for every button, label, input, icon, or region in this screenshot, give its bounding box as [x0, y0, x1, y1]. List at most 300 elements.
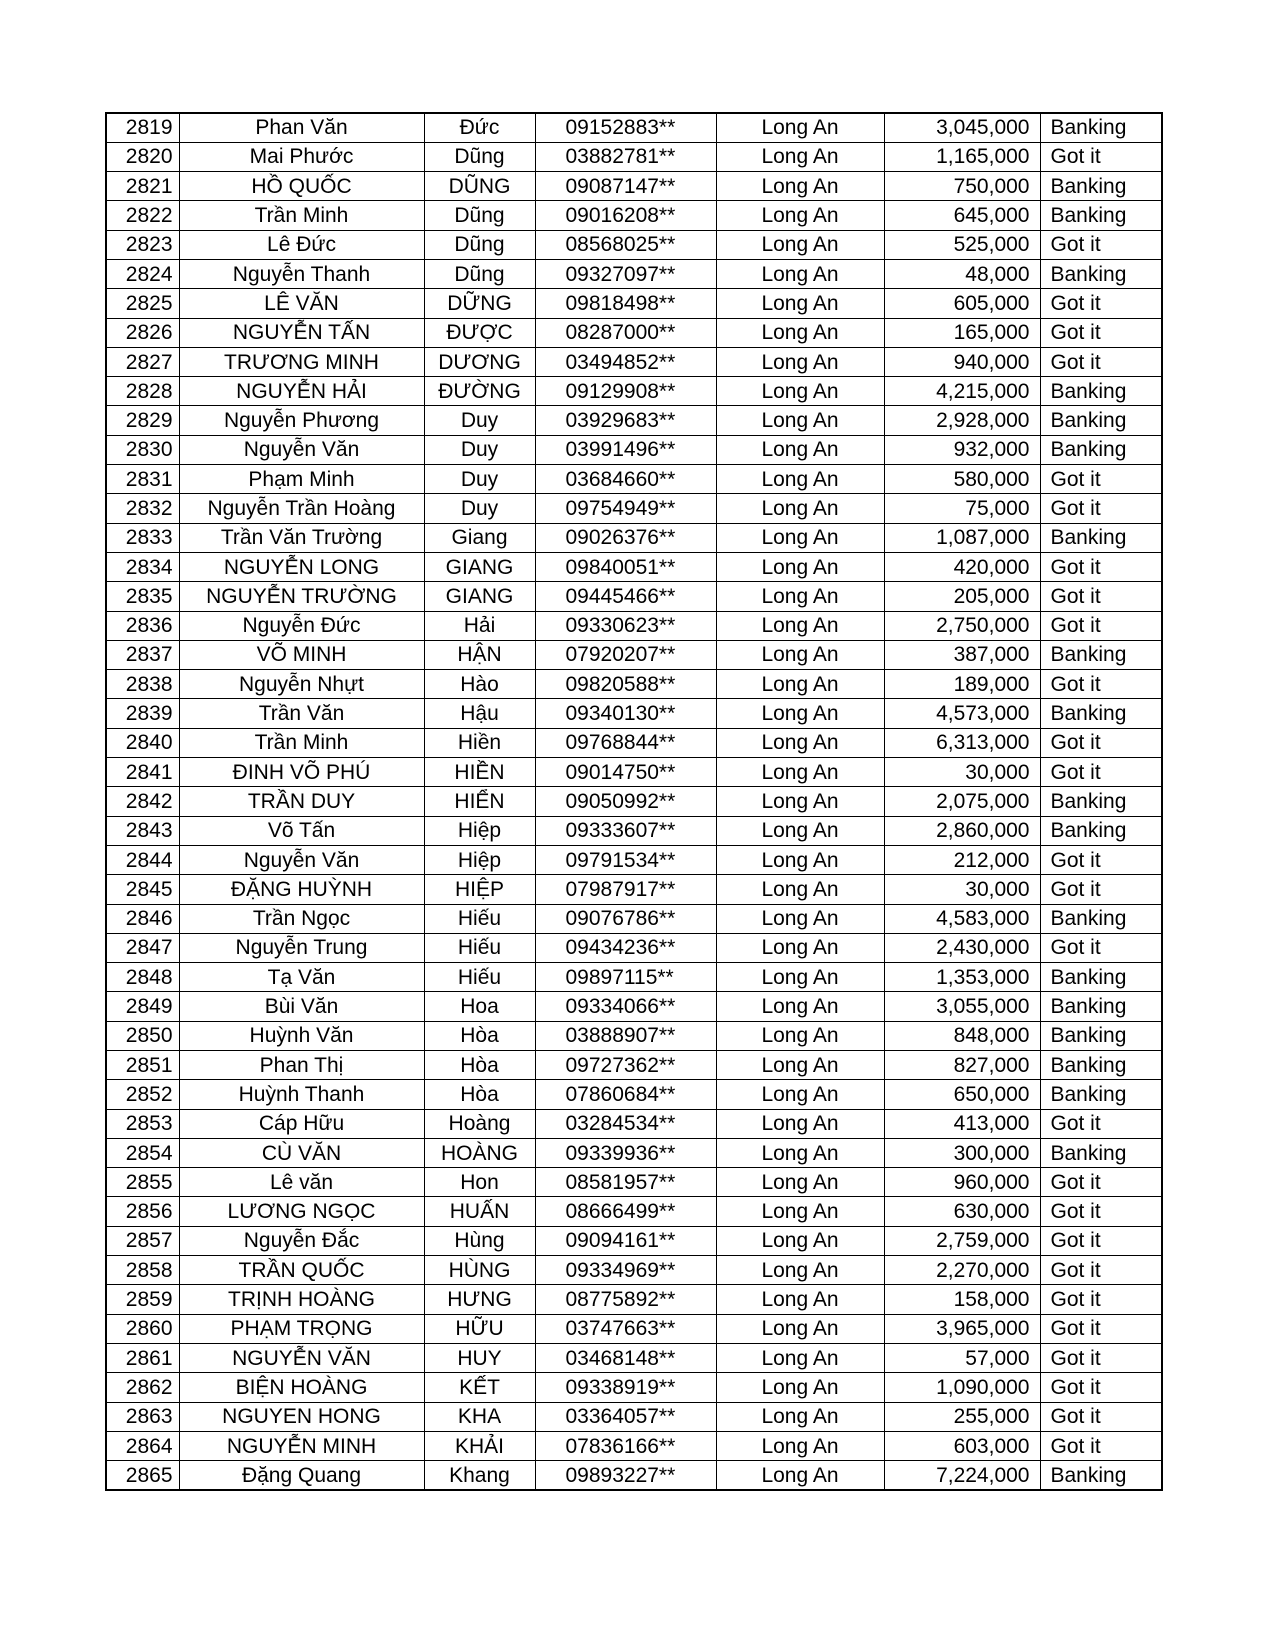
amount-cell: 2,270,000 [884, 1256, 1040, 1285]
table-row [106, 113, 1162, 142]
phone-number-cell: 08581957** [535, 1168, 716, 1197]
last-name-cell: LƯƠNG NGỌC [179, 1197, 424, 1226]
province-cell: Long An [716, 963, 884, 992]
province-cell: Long An [716, 1138, 884, 1167]
amount-cell: 75,000 [884, 494, 1040, 523]
phone-number-cell: 09334066** [535, 992, 716, 1021]
row-number-cell: 2840 [106, 728, 179, 757]
province-cell: Long An [716, 289, 884, 318]
payment-status-cell: Banking [1040, 523, 1162, 552]
amount-cell: 2,430,000 [884, 933, 1040, 962]
first-name-cell: Hòa [424, 1051, 535, 1080]
amount-cell: 4,583,000 [884, 904, 1040, 933]
table-row [106, 816, 1162, 845]
first-name-cell: Hòa [424, 1021, 535, 1050]
phone-number-cell: 03364057** [535, 1402, 716, 1431]
first-name-cell: HIỆP [424, 875, 535, 904]
table-row [106, 1109, 1162, 1138]
first-name-cell: HẬN [424, 640, 535, 669]
payment-status-cell: Banking [1040, 1461, 1162, 1490]
amount-cell: 387,000 [884, 640, 1040, 669]
table-row [106, 728, 1162, 757]
first-name-cell: KHA [424, 1402, 535, 1431]
amount-cell: 1,090,000 [884, 1373, 1040, 1402]
province-cell: Long An [716, 172, 884, 201]
table-row [106, 1373, 1162, 1402]
payment-status-cell: Banking [1040, 435, 1162, 464]
row-number-cell: 2820 [106, 142, 179, 171]
phone-number-cell: 03494852** [535, 347, 716, 376]
payment-status-cell: Got it [1040, 1256, 1162, 1285]
payment-status-cell: Banking [1040, 963, 1162, 992]
payment-status-cell: Got it [1040, 670, 1162, 699]
row-number-cell: 2843 [106, 816, 179, 845]
row-number-cell: 2848 [106, 963, 179, 992]
row-number-cell: 2833 [106, 523, 179, 552]
payment-status-cell: Got it [1040, 1168, 1162, 1197]
amount-cell: 940,000 [884, 347, 1040, 376]
province-cell: Long An [716, 113, 884, 142]
phone-number-cell: 03684660** [535, 465, 716, 494]
row-number-cell: 2842 [106, 787, 179, 816]
payment-status-cell: Got it [1040, 1402, 1162, 1431]
row-number-cell: 2844 [106, 845, 179, 874]
province-cell: Long An [716, 1256, 884, 1285]
last-name-cell: Lê văn [179, 1168, 424, 1197]
row-number-cell: 2845 [106, 875, 179, 904]
payment-status-cell: Got it [1040, 494, 1162, 523]
amount-cell: 3,055,000 [884, 992, 1040, 1021]
payment-status-cell: Got it [1040, 611, 1162, 640]
amount-cell: 605,000 [884, 289, 1040, 318]
province-cell: Long An [716, 875, 884, 904]
first-name-cell: DỮNG [424, 289, 535, 318]
row-number-cell: 2865 [106, 1461, 179, 1490]
phone-number-cell: 09333607** [535, 816, 716, 845]
province-cell: Long An [716, 523, 884, 552]
phone-number-cell: 07987917** [535, 875, 716, 904]
table-row [106, 1343, 1162, 1372]
first-name-cell: HỮU [424, 1314, 535, 1343]
last-name-cell: Nguyễn Văn [179, 435, 424, 464]
phone-number-cell: 09893227** [535, 1461, 716, 1490]
payment-status-cell: Got it [1040, 1197, 1162, 1226]
row-number-cell: 2830 [106, 435, 179, 464]
province-cell: Long An [716, 728, 884, 757]
table-row [106, 435, 1162, 464]
table-row [106, 201, 1162, 230]
first-name-cell: Hào [424, 670, 535, 699]
row-number-cell: 2856 [106, 1197, 179, 1226]
phone-number-cell: 09818498** [535, 289, 716, 318]
amount-cell: 420,000 [884, 552, 1040, 581]
last-name-cell: NGUYỄN LONG [179, 552, 424, 581]
phone-number-cell: 07920207** [535, 640, 716, 669]
table-row [106, 230, 1162, 259]
payment-status-cell: Banking [1040, 640, 1162, 669]
phone-number-cell: 09327097** [535, 259, 716, 288]
table-row [106, 963, 1162, 992]
row-number-cell: 2829 [106, 406, 179, 435]
phone-number-cell: 08287000** [535, 318, 716, 347]
amount-cell: 212,000 [884, 845, 1040, 874]
last-name-cell: Nguyễn Văn [179, 845, 424, 874]
last-name-cell: Trần Ngọc [179, 904, 424, 933]
province-cell: Long An [716, 142, 884, 171]
province-cell: Long An [716, 1168, 884, 1197]
row-number-cell: 2825 [106, 289, 179, 318]
province-cell: Long An [716, 465, 884, 494]
last-name-cell: Mai Phước [179, 142, 424, 171]
phone-number-cell: 09754949** [535, 494, 716, 523]
payment-status-cell: Got it [1040, 318, 1162, 347]
province-cell: Long An [716, 1343, 884, 1372]
row-number-cell: 2838 [106, 670, 179, 699]
province-cell: Long An [716, 230, 884, 259]
table-row [106, 1138, 1162, 1167]
row-number-cell: 2854 [106, 1138, 179, 1167]
table-row [106, 1285, 1162, 1314]
amount-cell: 580,000 [884, 465, 1040, 494]
amount-cell: 750,000 [884, 172, 1040, 201]
first-name-cell: Hiệp [424, 845, 535, 874]
first-name-cell: Dũng [424, 259, 535, 288]
row-number-cell: 2821 [106, 172, 179, 201]
last-name-cell: Nguyễn Nhựt [179, 670, 424, 699]
phone-number-cell: 08775892** [535, 1285, 716, 1314]
payment-status-cell: Banking [1040, 259, 1162, 288]
amount-cell: 3,965,000 [884, 1314, 1040, 1343]
last-name-cell: Võ Tấn [179, 816, 424, 845]
payment-status-cell: Got it [1040, 845, 1162, 874]
first-name-cell: Hoa [424, 992, 535, 1021]
province-cell: Long An [716, 1373, 884, 1402]
last-name-cell: LÊ VĂN [179, 289, 424, 318]
table-row [106, 1051, 1162, 1080]
province-cell: Long An [716, 904, 884, 933]
table-row [106, 699, 1162, 728]
payment-status-cell: Banking [1040, 377, 1162, 406]
amount-cell: 48,000 [884, 259, 1040, 288]
payment-status-cell: Got it [1040, 1285, 1162, 1314]
phone-number-cell: 08666499** [535, 1197, 716, 1226]
table-row [106, 1256, 1162, 1285]
payment-status-cell: Banking [1040, 1021, 1162, 1050]
first-name-cell: Duy [424, 465, 535, 494]
payment-status-cell: Got it [1040, 1343, 1162, 1372]
province-cell: Long An [716, 933, 884, 962]
phone-number-cell: 09768844** [535, 728, 716, 757]
table-row [106, 465, 1162, 494]
phone-number-cell: 09087147** [535, 172, 716, 201]
table-row [106, 611, 1162, 640]
amount-cell: 2,860,000 [884, 816, 1040, 845]
province-cell: Long An [716, 611, 884, 640]
first-name-cell: Duy [424, 494, 535, 523]
table-row [106, 1168, 1162, 1197]
last-name-cell: NGUYỄN MINH [179, 1431, 424, 1460]
row-number-cell: 2855 [106, 1168, 179, 1197]
phone-number-cell: 09330623** [535, 611, 716, 640]
amount-cell: 1,353,000 [884, 963, 1040, 992]
row-number-cell: 2853 [106, 1109, 179, 1138]
first-name-cell: Duy [424, 435, 535, 464]
last-name-cell: NGUYEN HONG [179, 1402, 424, 1431]
payment-status-cell: Banking [1040, 172, 1162, 201]
first-name-cell: DŨNG [424, 172, 535, 201]
province-cell: Long An [716, 787, 884, 816]
last-name-cell: Nguyễn Trung [179, 933, 424, 962]
row-number-cell: 2860 [106, 1314, 179, 1343]
table-row [106, 1314, 1162, 1343]
last-name-cell: Tạ Văn [179, 963, 424, 992]
payment-status-cell: Got it [1040, 289, 1162, 318]
amount-cell: 4,215,000 [884, 377, 1040, 406]
row-number-cell: 2858 [106, 1256, 179, 1285]
phone-number-cell: 07836166** [535, 1431, 716, 1460]
table-row [106, 1080, 1162, 1109]
last-name-cell: Trần Minh [179, 201, 424, 230]
province-cell: Long An [716, 494, 884, 523]
province-cell: Long An [716, 758, 884, 787]
payment-status-cell: Got it [1040, 1431, 1162, 1460]
first-name-cell: Hiệp [424, 816, 535, 845]
first-name-cell: HUY [424, 1343, 535, 1372]
payment-status-cell: Banking [1040, 113, 1162, 142]
province-cell: Long An [716, 435, 884, 464]
last-name-cell: Đặng Quang [179, 1461, 424, 1490]
last-name-cell: ĐINH VÕ PHÚ [179, 758, 424, 787]
phone-number-cell: 07860684** [535, 1080, 716, 1109]
province-cell: Long An [716, 845, 884, 874]
table-row [106, 494, 1162, 523]
province-cell: Long An [716, 1402, 884, 1431]
phone-number-cell: 09050992** [535, 787, 716, 816]
payment-status-cell: Got it [1040, 347, 1162, 376]
payment-status-cell: Banking [1040, 201, 1162, 230]
payment-status-cell: Got it [1040, 552, 1162, 581]
table-row [106, 1461, 1162, 1490]
last-name-cell: HỒ QUỐC [179, 172, 424, 201]
table-row [106, 670, 1162, 699]
amount-cell: 1,165,000 [884, 142, 1040, 171]
row-number-cell: 2849 [106, 992, 179, 1021]
row-number-cell: 2828 [106, 377, 179, 406]
first-name-cell: HOÀNG [424, 1138, 535, 1167]
last-name-cell: Trần Minh [179, 728, 424, 757]
amount-cell: 827,000 [884, 1051, 1040, 1080]
last-name-cell: Nguyễn Đắc [179, 1226, 424, 1255]
amount-cell: 3,045,000 [884, 113, 1040, 142]
province-cell: Long An [716, 582, 884, 611]
payment-status-cell: Banking [1040, 904, 1162, 933]
province-cell: Long An [716, 1051, 884, 1080]
table-row [106, 758, 1162, 787]
phone-number-cell: 09152883** [535, 113, 716, 142]
province-cell: Long An [716, 1109, 884, 1138]
payment-status-cell: Got it [1040, 1109, 1162, 1138]
table-row [106, 318, 1162, 347]
payment-status-cell: Got it [1040, 142, 1162, 171]
province-cell: Long An [716, 1021, 884, 1050]
phone-number-cell: 08568025** [535, 230, 716, 259]
row-number-cell: 2819 [106, 113, 179, 142]
first-name-cell: Hoàng [424, 1109, 535, 1138]
first-name-cell: Hải [424, 611, 535, 640]
province-cell: Long An [716, 640, 884, 669]
amount-cell: 2,750,000 [884, 611, 1040, 640]
table-row [106, 1021, 1162, 1050]
last-name-cell: BIỆN HOÀNG [179, 1373, 424, 1402]
province-cell: Long An [716, 1461, 884, 1490]
amount-cell: 30,000 [884, 875, 1040, 904]
amount-cell: 57,000 [884, 1343, 1040, 1372]
payment-status-cell: Got it [1040, 230, 1162, 259]
phone-number-cell: 09445466** [535, 582, 716, 611]
province-cell: Long An [716, 816, 884, 845]
row-number-cell: 2861 [106, 1343, 179, 1372]
phone-number-cell: 03284534** [535, 1109, 716, 1138]
row-number-cell: 2862 [106, 1373, 179, 1402]
table-row [106, 259, 1162, 288]
province-cell: Long An [716, 318, 884, 347]
first-name-cell: Đức [424, 113, 535, 142]
province-cell: Long An [716, 347, 884, 376]
table-body [106, 113, 1162, 1490]
amount-cell: 30,000 [884, 758, 1040, 787]
amount-cell: 205,000 [884, 582, 1040, 611]
row-number-cell: 2824 [106, 259, 179, 288]
first-name-cell: Hòa [424, 1080, 535, 1109]
phone-number-cell: 09840051** [535, 552, 716, 581]
last-name-cell: TRẦN DUY [179, 787, 424, 816]
province-cell: Long An [716, 201, 884, 230]
table-row [106, 523, 1162, 552]
phone-number-cell: 09334969** [535, 1256, 716, 1285]
province-cell: Long An [716, 1080, 884, 1109]
first-name-cell: HÙNG [424, 1256, 535, 1285]
table-row [106, 640, 1162, 669]
first-name-cell: HIỂN [424, 787, 535, 816]
table-row [106, 992, 1162, 1021]
province-cell: Long An [716, 406, 884, 435]
phone-number-cell: 03929683** [535, 406, 716, 435]
province-cell: Long An [716, 992, 884, 1021]
phone-number-cell: 03468148** [535, 1343, 716, 1372]
first-name-cell: GIANG [424, 552, 535, 581]
payment-status-cell: Got it [1040, 933, 1162, 962]
phone-number-cell: 09338919** [535, 1373, 716, 1402]
payment-status-cell: Got it [1040, 728, 1162, 757]
last-name-cell: TRỊNH HOÀNG [179, 1285, 424, 1314]
payment-status-cell: Got it [1040, 875, 1162, 904]
phone-number-cell: 03882781** [535, 142, 716, 171]
first-name-cell: Duy [424, 406, 535, 435]
province-cell: Long An [716, 1314, 884, 1343]
amount-cell: 6,313,000 [884, 728, 1040, 757]
row-number-cell: 2850 [106, 1021, 179, 1050]
phone-number-cell: 09016208** [535, 201, 716, 230]
row-number-cell: 2826 [106, 318, 179, 347]
table-row [106, 406, 1162, 435]
amount-cell: 2,759,000 [884, 1226, 1040, 1255]
row-number-cell: 2831 [106, 465, 179, 494]
first-name-cell: Hiền [424, 728, 535, 757]
first-name-cell: GIANG [424, 582, 535, 611]
first-name-cell: ĐƯỢC [424, 318, 535, 347]
amount-cell: 848,000 [884, 1021, 1040, 1050]
table-row [106, 172, 1162, 201]
phone-number-cell: 09434236** [535, 933, 716, 962]
row-number-cell: 2834 [106, 552, 179, 581]
phone-number-cell: 09014750** [535, 758, 716, 787]
phone-number-cell: 09820588** [535, 670, 716, 699]
amount-cell: 2,075,000 [884, 787, 1040, 816]
last-name-cell: Nguyễn Trần Hoàng [179, 494, 424, 523]
table-row [106, 875, 1162, 904]
last-name-cell: NGUYỄN TẤN [179, 318, 424, 347]
table-row [106, 289, 1162, 318]
table-row [106, 1431, 1162, 1460]
row-number-cell: 2832 [106, 494, 179, 523]
last-name-cell: Lê Đức [179, 230, 424, 259]
first-name-cell: Dũng [424, 201, 535, 230]
amount-cell: 650,000 [884, 1080, 1040, 1109]
payment-status-cell: Banking [1040, 1051, 1162, 1080]
payment-status-cell: Got it [1040, 1314, 1162, 1343]
province-cell: Long An [716, 1226, 884, 1255]
first-name-cell: HUẤN [424, 1197, 535, 1226]
phone-number-cell: 03991496** [535, 435, 716, 464]
phone-number-cell: 09897115** [535, 963, 716, 992]
phone-number-cell: 09340130** [535, 699, 716, 728]
row-number-cell: 2836 [106, 611, 179, 640]
amount-cell: 158,000 [884, 1285, 1040, 1314]
row-number-cell: 2847 [106, 933, 179, 962]
amount-cell: 603,000 [884, 1431, 1040, 1460]
table-row [106, 347, 1162, 376]
last-name-cell: Phan Thị [179, 1051, 424, 1080]
payment-status-cell: Banking [1040, 1138, 1162, 1167]
last-name-cell: NGUYỄN HẢI [179, 377, 424, 406]
row-number-cell: 2851 [106, 1051, 179, 1080]
first-name-cell: Khang [424, 1461, 535, 1490]
phone-number-cell: 09076786** [535, 904, 716, 933]
last-name-cell: Phạm Minh [179, 465, 424, 494]
province-cell: Long An [716, 699, 884, 728]
row-number-cell: 2846 [106, 904, 179, 933]
amount-cell: 1,087,000 [884, 523, 1040, 552]
last-name-cell: TRƯƠNG MINH [179, 347, 424, 376]
phone-number-cell: 09727362** [535, 1051, 716, 1080]
payment-status-cell: Got it [1040, 758, 1162, 787]
province-cell: Long An [716, 670, 884, 699]
phone-number-cell: 09094161** [535, 1226, 716, 1255]
row-number-cell: 2837 [106, 640, 179, 669]
row-number-cell: 2852 [106, 1080, 179, 1109]
last-name-cell: TRẦN QUỐC [179, 1256, 424, 1285]
row-number-cell: 2827 [106, 347, 179, 376]
table-row [106, 1226, 1162, 1255]
last-name-cell: Nguyễn Thanh [179, 259, 424, 288]
first-name-cell: KẾT [424, 1373, 535, 1402]
phone-number-cell: 03888907** [535, 1021, 716, 1050]
last-name-cell: Phan Văn [179, 113, 424, 142]
first-name-cell: ĐƯỜNG [424, 377, 535, 406]
first-name-cell: Hon [424, 1168, 535, 1197]
first-name-cell: Hiếu [424, 904, 535, 933]
payment-status-cell: Banking [1040, 1080, 1162, 1109]
